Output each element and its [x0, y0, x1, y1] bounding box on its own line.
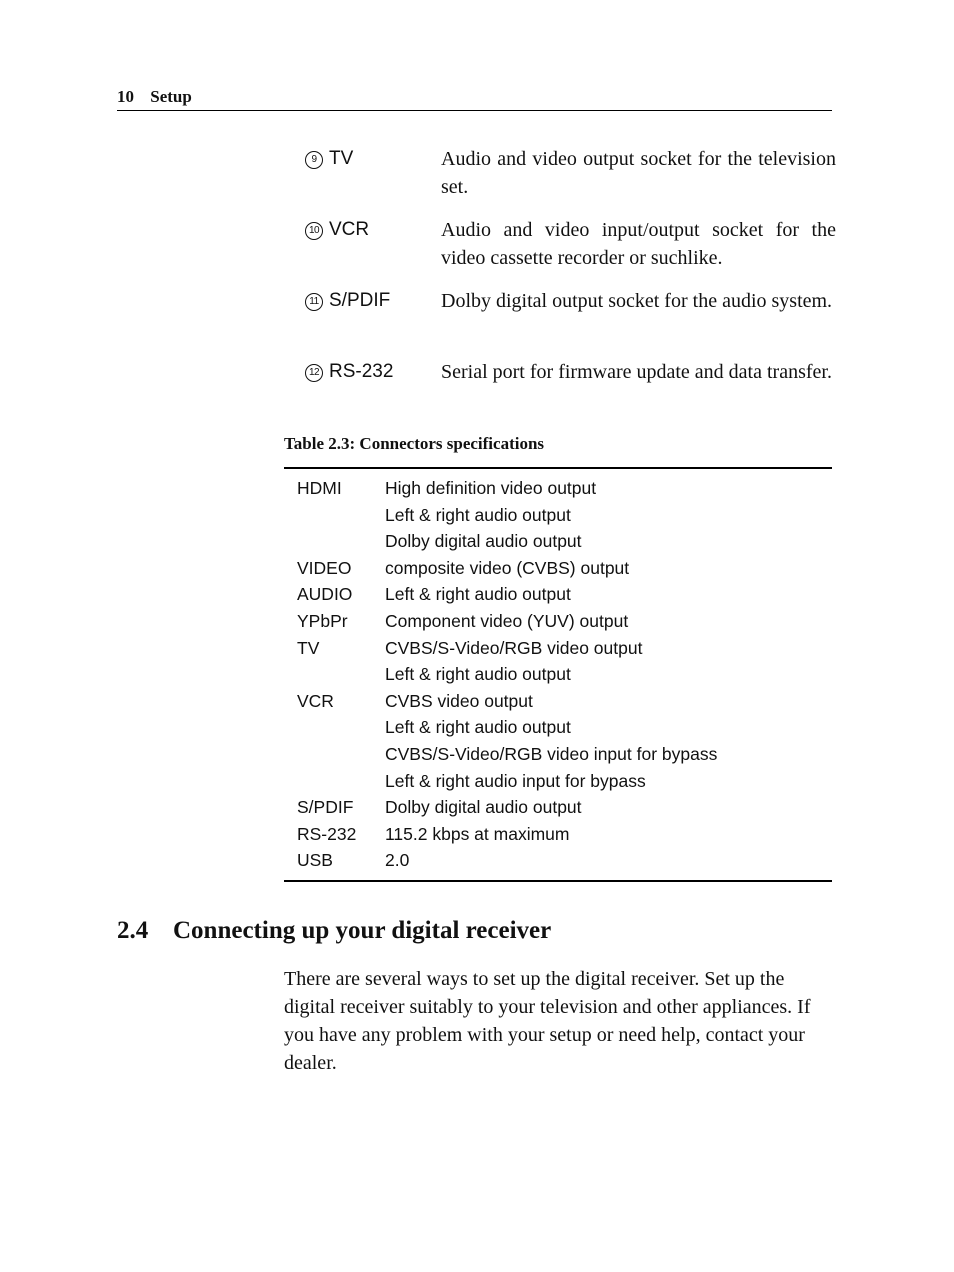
table-row [284, 608, 832, 635]
spec-connector: HDMI [297, 478, 342, 498]
spec-value: Left & right audio output [385, 504, 571, 525]
running-section-title: Setup [150, 87, 192, 106]
circled-number-icon: 11 [305, 293, 323, 311]
spec-value: composite video (CVBS) output [385, 557, 630, 578]
spec-value: Left & right audio output [385, 664, 571, 685]
table-row [284, 688, 832, 715]
table-row [284, 635, 832, 662]
connector-description: Audio and video output socket for the television set. [441, 148, 836, 198]
table-row [284, 475, 832, 502]
connector-label [305, 216, 369, 244]
spec-value: Left & right audio output [385, 717, 571, 738]
table-row [284, 714, 832, 741]
table-caption: Table 2.3: Connectors specifications [284, 434, 545, 453]
spec-value: Left & right audio output [385, 584, 571, 605]
spec-value: Left & right audio input for bypass [385, 770, 646, 791]
connector-description: Dolby digital output socket for the audio system. [441, 290, 833, 312]
spec-connector: RS-232 [297, 823, 357, 844]
spec-connector: S/PDIF [297, 797, 354, 818]
circled-number-icon: 10 [305, 222, 323, 240]
circled-number-icon: 9 [305, 151, 323, 169]
page-number: 10 [117, 87, 134, 106]
connector-label [305, 145, 353, 173]
connector-description: Audio and video input/output socket for the video cassette recorder or suchlike. [441, 219, 836, 269]
connector-name: S/PDIF [329, 290, 391, 311]
spec-value: CVBS/S-Video/RGB video input for bypass [385, 743, 718, 764]
spec-value: Dolby digital audio output [385, 531, 582, 552]
spec-connector: USB [297, 850, 333, 871]
page-header [117, 86, 832, 111]
table-row [284, 555, 832, 582]
connector-item [305, 216, 837, 287]
spec-connector: AUDIO [297, 584, 353, 605]
spec-connector: TV [297, 637, 320, 658]
spec-connector: VCR [297, 690, 334, 711]
circled-number-icon: 12 [305, 364, 323, 382]
connector-list [305, 145, 837, 429]
connector-name: TV [329, 148, 354, 169]
spec-value: CVBS video output [385, 690, 533, 711]
connector-name: RS-232 [329, 361, 394, 382]
table-row [284, 741, 832, 768]
connector-item [305, 145, 837, 216]
table-row [284, 528, 832, 555]
section-number: 2.4 [117, 917, 149, 944]
spec-value: Dolby digital audio output [385, 797, 582, 818]
table-row [284, 661, 832, 688]
connector-description: Serial port for firmware update and data transfer. [441, 361, 832, 383]
spec-value: High definition video output [385, 478, 597, 498]
connector-label [305, 287, 390, 315]
spec-value: Component video (YUV) output [385, 610, 629, 631]
spec-connector: YPbPr [297, 610, 348, 631]
spec-value: 2.0 [385, 850, 410, 871]
table-row [284, 581, 832, 608]
table-row [284, 847, 832, 874]
section-title: Connecting up your digital receiver [173, 917, 552, 944]
connector-spec-table [284, 467, 832, 882]
connector-label [305, 358, 393, 386]
table-row [284, 502, 832, 529]
body-paragraph: There are several ways to set up the digital receiver. Set up the digital receiver suitably to your television and other appliances. If you have any problem with your setup or need help, contact your dealer. [284, 968, 811, 1074]
table-row [284, 768, 832, 795]
connector-item [305, 358, 837, 429]
section-heading [117, 913, 551, 949]
spec-value: 115.2 kbps at maximum [385, 823, 570, 844]
table-row [284, 794, 832, 821]
table-row [284, 821, 832, 848]
spec-connector: VIDEO [297, 557, 352, 578]
connector-item [305, 287, 837, 358]
spec-value: CVBS/S-Video/RGB video output [385, 637, 643, 658]
connector-name: VCR [329, 219, 370, 240]
